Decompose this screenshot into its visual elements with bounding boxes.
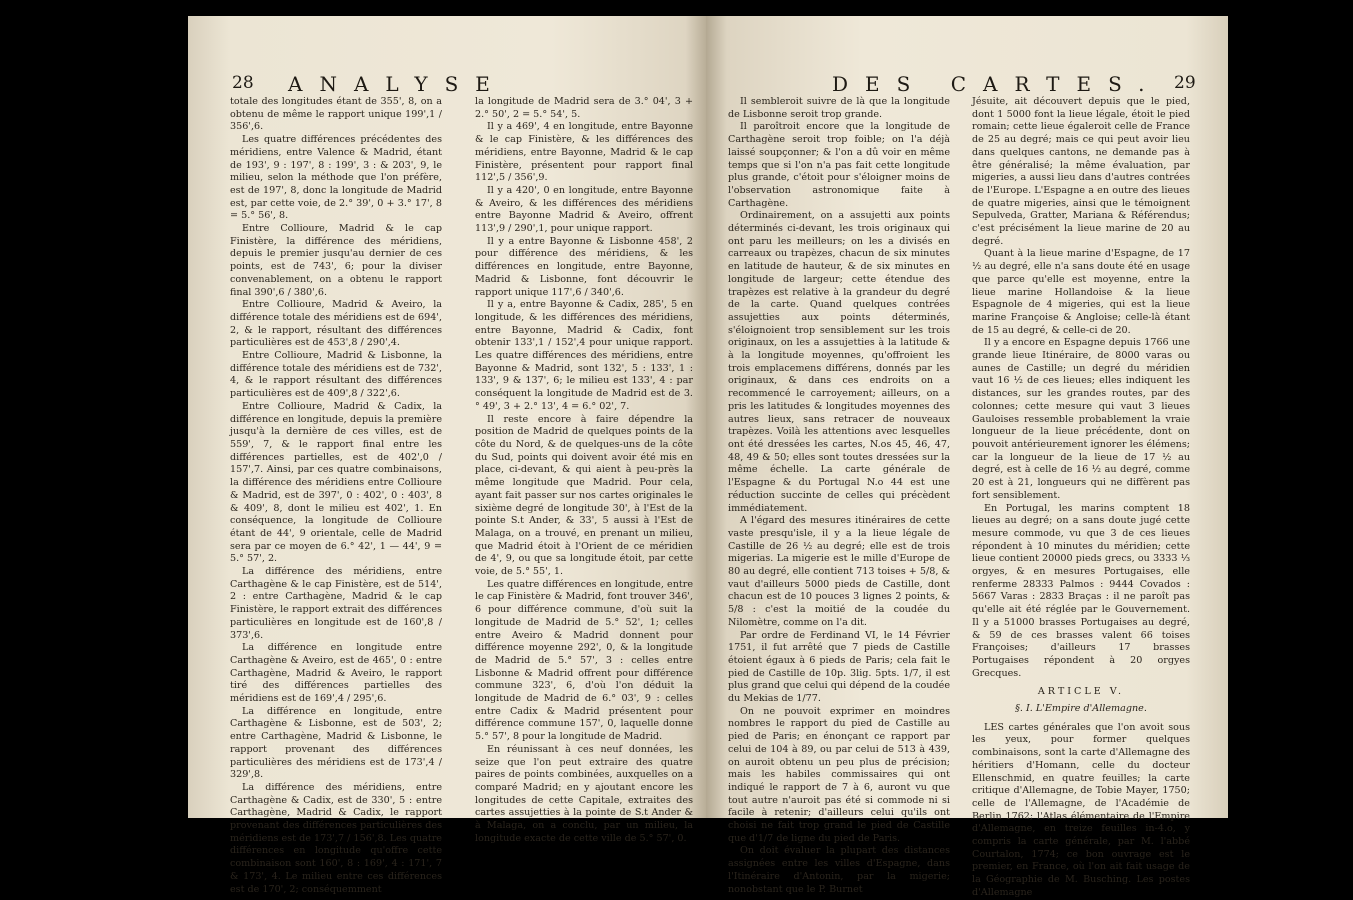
paragraph: La différence des méridiens, entre Carthagène & Cadix, est de 330', 5 : entre Carthagène, Madrid & Cadix, le rapport provenant des différences particulières des méridiens est de 173',7 / 156',8. Les quatre différences en longitude qu'offre cette combinaison sont 160', 8 : 169', 4 : 171', 7 & 173', 4. Le milieu entre ces différences est de 170', 2; conséquemment xyxy=(230,781,442,895)
paragraph: Il y a entre Bayonne & Lisbonne 458', 2 pour différence des méridiens, & les différences en longitude, entre Bayonne, Madrid & Lisbonne, font découvrir le rapport unique 117',6 / 340',6. xyxy=(475,235,693,298)
article-heading: ARTICLE V. xyxy=(1037,686,1125,698)
paragraph: Il paroîtroit encore que la longitude de Carthagène seroit trop foible; on l'a déjà laissé soupçonner; & l'on a dû voir en même temps que si l'on n'a pas fait cette longitude plus grande, c'étoit pour s'éloigner moins de l'observation astronomique faite à Carthagène. xyxy=(728,121,950,209)
paragraph: On ne pouvoit exprimer en moindres nombres le rapport du pied de Castille au pied de Paris; en énonçant ce rapport par celui de 104 à 89, ou par celui de 513 à 439, on auroit obtenu un peu plus de précision; mais les habiles commissaires qui ont indiqué le rapport de 7 à 6, auront vu que tout autre n'auroit pas été si commode ni si facile à retenir; d'ailleurs celui qu'ils ont choisi ne fait trop grand le pied de Castille que d'1/7 de ligne du pied de Paris. xyxy=(728,705,950,844)
paragraph: Les quatre différences précédentes des méridiens, entre Valence & Madrid, étant de 193', 9 : 197', 8 : 199', 3 : & 203', 9, le milieu, selon la méthode que l'on préfère, est de 197', 8, donc la longitude de Madrid est, par cette voie, de 2.° 39', 0 + 3.° 17', 8 = 5.° 56', 8. xyxy=(230,134,442,222)
paragraph: Il y a, entre Bayonne & Cadix, 285', 5 en longitude, & les différences des méridiens, entre Bayonne, Madrid & Cadix, font obtenir 133',1 / 152',4 pour unique rapport. Les quatre différences des méridiens, entre Bayonne & Madrid, sont 132', 5 : 133', 1 : 133', 9 & 137', 6; le milieu est 133', 4 : par conséquent la longitude de Madrid est de 3.° 49', 3 + 2.° 13', 4 = 6.° 02', 7. xyxy=(475,299,693,412)
paragraph: LES cartes générales que l'on avoit sous les yeux, pour former quelques combinaisons, sont la carte d'Allemagne des héritiers d'Homann, celle du docteur Ellenschmid, en quatre feuilles; la carte critique d'Allemagne, de Tobie Mayer, 1750; celle de l'Allemagne, de l'Académie de Berlin 1762; l'Atlas élémentaire de l'Empire d'Allemagne, en treize feuilles in-4.o, y compris la carte générale, par M. l'abbé Courtalon, 1774; ce bon ouvrage est le premier, en France, où l'on ait fait usage de la Géographie de M. Busching. Les postes d'Allemagne xyxy=(972,721,1190,898)
paragraph: Par ordre de Ferdinand VI, le 14 Février 1751, il fut arrêté que 7 pieds de Castille étoient égaux à 6 pieds de Paris; cela fait le pied de Castille de 10p. 3lig. 5pts. 1/7, il est plus grand que celui qui dépend de la coudée du Mekias de 1/77. xyxy=(728,629,950,705)
paragraph: A l'égard des mesures itinéraires de cette vaste presqu'isle, il y a la lieue légale de Castille de 26 ½ au degré; elle est de trois migerias. La migerie est le mille d'Europe de 80 au degré, elle contient 713 toises + 5/8, & vaut d'ailleurs 5000 pieds de Castille, dont chacun est de 10 pouces 3 lignes 2 points, & 5/8 : c'est la moitié de la coudée du Nilomètre, comme on l'a dit. xyxy=(728,515,950,628)
paragraph: Entre Collioure, Madrid & Cadix, la différence en longitude, depuis la première jusqu'à la dernière de ces villes, est de 559', 7, & le rapport final entre les différences partielles, est de 402',0 / 157',7. Ainsi, par ces quatre combinaisons, la différence des méridiens entre Collioure & Madrid, est de 397', 0 : 402', 0 : 403', 8 & 409', 8, dont le milieu est 402', 1. En conséquence, la longitude de Collioure étant de 44', 9 orientale, celle de Madrid sera par ce moyen de 6.° 42', 1 — 44', 9 = 5.° 57', 2. xyxy=(230,400,442,565)
paragraph: Il sembleroit suivre de là que la longitude de Lisbonne seroit trop grande. xyxy=(728,96,950,120)
text-column-1 xyxy=(728,96,950,896)
paragraph: Il y a 469', 4 en longitude, entre Bayonne & le cap Finistère, & les différences des méridiens, entre Bayonne, Madrid & le cap Finistère, présentent pour rapport final 112',5 / 356',9. xyxy=(475,121,693,184)
paragraph: Ordinairement, on a assujetti aux points déterminés ci-devant, les trois originaux qui ont paru les meilleurs; on les a divisés en carreaux ou trapèzes, chacun de six minutes en latitude de hauteur, & de six minutes en longitude de largeur; cette étendue des trapèzes est relative à la grandeur du degré de la carte. Quand quelques contrées assujetties aux points déterminés, s'éloignoient trop sensiblement sur les trois originaux, on les a assujetties à la latitude & à la longitude moyennes, qu'offroient les trois emplacemens différens, donnés par les originaux, & dans ces endroits on a recommencé le carroyement; ailleurs, on a pris les latitudes & longitudes moyennes des autres lieux, sans retracer de nouveaux trapèzes. Voilà les attentions avec lesquelles ont été dressées les cartes, N.os 45, 46, 47, 48, 49 & 50; elles sont toutes dressées sur la même échelle. La carte générale de l'Espagne & du Portugal N.o 44 est une réduction succinte de celles qui précèdent immédiatement. xyxy=(728,210,950,514)
text-column-2 xyxy=(972,96,1190,900)
running-header: ANALYSE xyxy=(288,72,507,96)
paragraph: En réunissant à ces neuf données, les seize que l'on peut extraire des quatre paires de points combinées, auxquelles on a comparé Madrid; en y ajoutant encore les longitudes de cette Capitale, extraites des cartes assujetties à la pointe de S.t Ander & à Malaga, on a conclu, par un milieu, la longitude exacte de cette ville de 5.° 57', 0. xyxy=(475,743,693,844)
text-column-2 xyxy=(475,96,693,845)
paragraph: En Portugal, les marins comptent 18 lieues au degré; on a sans doute jugé cette mesure commode, vu que 3 de ces lieues répondent à 10 minutes du méridien; cette lieue contient 20000 pieds grecs, ou 3333 ⅓ orgyes, & en mesures Portugaises, elle renferme 28333 Palmos : 9444 Covados : 5667 Varas : 2833 Braças : il ne paroît pas qu'elle ait été réglée par le Gouvernement. Il y a 51000 brasses Portugaises au degré, & 59 de ces brasses valent 66 toises Françoises; d'ailleurs 17 brasses Portugaises répondent à 20 orgyes Grecques. xyxy=(972,502,1190,679)
paragraph: Jésuite, ait découvert depuis que le pied, dont 1 5000 font la lieue légale, étoit le pied romain; cette lieue égaleroit celle de France de 25 au degré; mais ce qui peut avoir lieu dans quelques cantons, ne demande pas à être généralisé; la même évaluation, par migeries, a aussi lieu dans d'autres contrées de l'Europe. L'Espagne a en outre des lieues de quatre migeries, ainsi que le témoignent Sepulveda, Gratter, Mariana & Référendus; c'est précisément la lieue marine de 20 au degré. xyxy=(972,96,1190,247)
open-book xyxy=(188,16,1228,898)
paragraph: Il y a encore en Espagne depuis 1766 une grande lieue Itinéraire, de 8000 varas ou aunes de Castille; un degré du méridien vaut 16 ½ de ces lieues; elles indiquent les distances, sur les grandes routes, par des colonnes; cette mesure qui vaut 3 lieues Gauloises ressemble probablement la vraie longueur de la lieue précédente, dont on pouvoit antérieurement ignorer les élémens; car la longueur de la lieue de 17 ½ au degré, est à celle de 16 ½ au degré, comme 20 est à 21, longueurs qui ne diffèrent pas fort sensiblement. xyxy=(972,337,1190,501)
running-header: DES CARTES. xyxy=(832,72,1162,96)
paragraph: Il y a 420', 0 en longitude, entre Bayonne & Aveiro, & les différences des méridiens entre Bayonne Madrid & Aveiro, offrent 113',9 / 290',1, pour unique rapport. xyxy=(475,184,693,235)
text-column-1 xyxy=(230,96,442,896)
paragraph: Entre Collioure, Madrid & Aveiro, la différence totale des méridiens est de 694', 2, & le rapport, résultant des différences particulières est de 453',8 / 290',4. xyxy=(230,299,442,349)
paragraph: Quant à la lieue marine d'Espagne, de 17 ½ au degré, elle n'a sans doute été en usage que parce qu'elle est moyenne, entre la lieue marine Hollandoise & la lieue Espagnole de 4 migeries, qui est la lieue marine Françoise & Angloise; celle-là étant de 15 au degré, & celle-ci de 20. xyxy=(972,248,1190,336)
paragraph: Les quatre différences en longitude, entre le cap Finistère & Madrid, font trouver 346', 6 pour différence commune, d'où suit la longitude de Madrid de 5.° 52', 1; celles entre Aveiro & Madrid donnent pour différence moyenne 292', 0, & la longitude de Madrid de 5.° 57', 3 : celles entre Lisbonne & Madrid offrent pour différence commune 323', 6, d'où l'on déduit la longitude de Madrid de 6.° 03', 9 : celles entre Cadix & Madrid présentent pour différence commune 157', 0, laquelle donne 5.° 57', 8 pour la longitude de Madrid. xyxy=(475,578,693,743)
paragraph: La différence en longitude, entre Carthagène & Lisbonne, est de 503', 2; entre Carthagène, Madrid & Lisbonne, le rapport provenant des différences particulières des méridiens est de 173',4 / 329',8. xyxy=(230,705,442,781)
left-page xyxy=(188,16,706,895)
paragraph: Entre Collioure, Madrid & le cap Finistère, la différence des méridiens, depuis le premier jusqu'au dernier de ces points, est de 743', 6; pour la diviser convenablement, on a obtenu le rapport final 390',6 / 380',6. xyxy=(230,223,442,298)
paragraph: la longitude de Madrid sera de 3.° 04', 3 + 2.° 50', 2 = 5.° 54', 5. xyxy=(475,96,693,120)
paragraph: La différence en longitude entre Carthagène & Aveiro, est de 465', 0 : entre Carthagène, Madrid & Aveiro, le rapport tiré des différences partielles des méridiens est de 169',4 / 295',6. xyxy=(230,642,442,705)
paragraph: Entre Collioure, Madrid & Lisbonne, la différence totale des méridiens est de 732', 4, & le rapport résultant des différences particulières est de 409',8 / 322',6. xyxy=(230,350,442,400)
right-page xyxy=(706,16,1228,898)
paragraph: La différence des méridiens, entre Carthagène & le cap Finistère, est de 514', 2 : entre Carthagène, Madrid & le cap Finistère, le rapport extrait des différences particulières en longitude est de 160',8 / 373',6. xyxy=(230,566,442,641)
section-heading: §. I. L'Empire d'Allemagne. xyxy=(1015,703,1147,715)
paragraph: On doit évaluer la plupart des distances assignées entre les villes d'Espagne, dans l'Itinéraire d'Antonin, par la migerie; nonobstant que le P. Burnet xyxy=(728,845,950,895)
page-number: 28 xyxy=(232,73,254,93)
paragraph: totale des longitudes étant de 355', 8, on a obtenu de même le rapport unique 199',1 / 356',6. xyxy=(230,96,442,133)
paragraph: Il reste encore à faire dépendre la position de Madrid de quelques points de la côte du Nord, & de quelques-uns de la côte du Sud, points qui doivent avoir été mis en place, ci-devant, & qui aient à peu-près la même longitude que Madrid. Pour cela, ayant fait passer sur nos cartes originales le sixième degré de longitude 30', à l'Est de la pointe S.t Ander, & 33', 5 aussi à l'Est de Malaga, on a trouvé, en prenant un milieu, que Madrid étoit à l'Orient de ce méridien de 4', 9, ou que sa longitude étoit, par cette voie, de 5.° 55', 1. xyxy=(475,413,693,578)
page-number: 29 xyxy=(1174,73,1196,93)
